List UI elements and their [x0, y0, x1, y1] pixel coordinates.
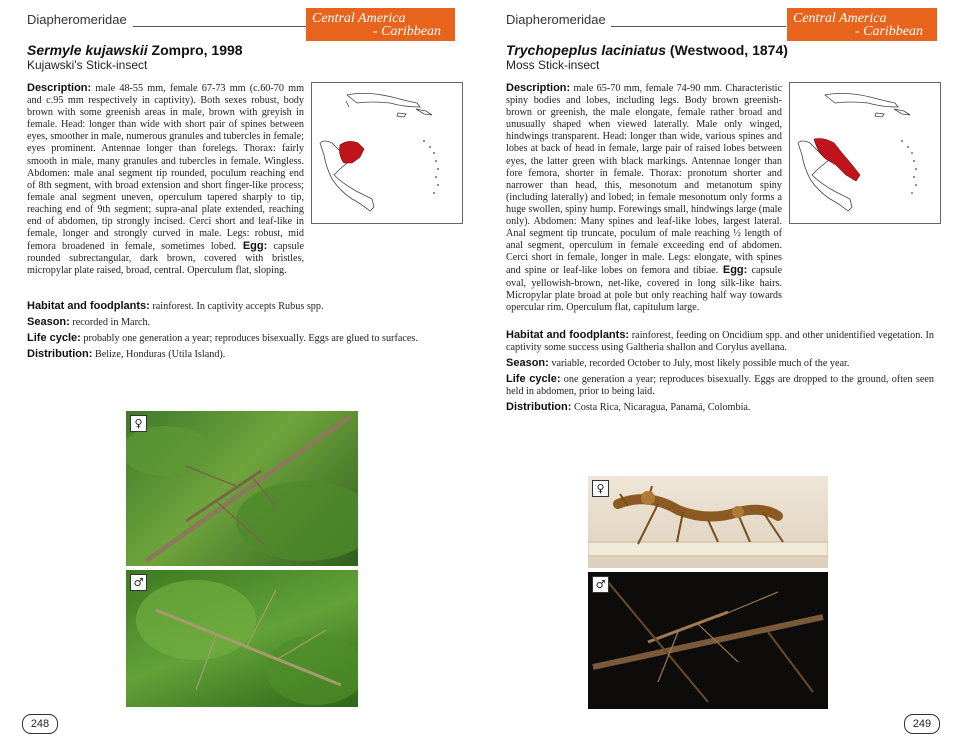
details	[27, 300, 455, 364]
species-author: Zompro, 1998	[147, 42, 243, 58]
right-page	[480, 0, 960, 747]
description-text: male 65-70 mm, female 74-90 mm. Characteristic spiny bodies and lobes, including legs. Body brown greenish-brown or greenish, the male elongate, female rather broad and unusually shaped when viewed laterally. Male only winged, hindwings transparent. Head: longer than wide, various spines and lobes at back of head in female, large pair of raised lobes between eyes, the latter green with black markings. Antennae longer than fore femora, shorter in female. Thorax: pronotum shorter and narrower than head, this, mesonotum and metanotum spiny (including laterally) and lobed; in female mesonotum only forms a huge swollen, spiny hump. Forewings small, hindwings large (male only). Abdomen: Many spines and leaf-like lobes, largest lateral. Anal segment tip truncate, poculum of male reaching ½ length of anal segment, operculum in female exceeding end of abdomen. Cerci short in female, longer in male. Legs: elongate, with spines and spine or leaf-like lobes on femora and tibiae.	[506, 83, 782, 277]
region-tab	[306, 8, 455, 41]
page-number: 248	[22, 714, 58, 734]
range-highlight	[814, 139, 860, 182]
male-photo-svg	[588, 572, 828, 709]
header-rule	[133, 26, 306, 27]
species-author: (Westwood, 1874)	[666, 42, 788, 58]
season-text: variable, recorded October to July, most likely possible much of the year.	[548, 358, 850, 370]
habitat-label: Habitat and foodplants:	[27, 300, 150, 312]
lifecycle-text: one generation a year; reproduces bisexually. Eggs are dropped to the ground, often seen held in abdomen, prior to being laid.	[506, 374, 934, 398]
region-line-1: Central America	[793, 11, 887, 26]
lifecycle-text: probably one generation a year; reproduces bisexually. Eggs are glued to surfaces.	[80, 333, 418, 345]
description-label: Description:	[506, 82, 571, 94]
region-line-1: Central America	[312, 11, 406, 26]
egg-text: capsule rounded subrectangular, dark brown, covered with bristles, micropylar plate raised, broad, central. Operculum flat, sloping.	[27, 241, 304, 277]
region-line-2: - Caribbean	[372, 24, 441, 39]
male-photo	[588, 572, 828, 709]
season-label: Season:	[506, 357, 549, 370]
egg-text: capsule oval, yellowish-brown, net-like, covered in long silk-like hairs. Micropylar plate broad at pole but only reaching half way towards opercular rim. Operculum flat, capitulum large.	[506, 265, 782, 313]
details	[506, 329, 934, 418]
common-name: Moss Stick-insect	[506, 58, 600, 72]
season-label: Season:	[27, 316, 70, 329]
header-rule	[611, 26, 786, 27]
female-symbol: ♀	[592, 480, 609, 497]
region-tab	[787, 8, 937, 41]
range-map	[311, 82, 463, 224]
description-label: Description:	[27, 82, 92, 94]
habitat-text: rainforest, feeding on Oncidium spp. and other unidentified vegetation. In captivity some success using Galtheria shallon and Corylus avellana.	[506, 330, 935, 354]
species-name: Sermyle kujawskii	[27, 42, 148, 58]
page-number: 249	[904, 714, 940, 734]
season-text: recorded in March.	[69, 317, 151, 329]
family-header: Diapheromeridae	[506, 12, 606, 27]
family-header: Diapheromeridae	[27, 12, 127, 27]
species-title	[506, 42, 788, 58]
range-highlight	[340, 141, 365, 163]
distribution-text: Costa Rica, Nicaragua, Panamá, Colombia.	[571, 402, 751, 414]
distribution-label: Distribution:	[27, 348, 93, 361]
female-symbol: ♀	[130, 415, 147, 432]
lifecycle-label: Life cycle:	[27, 332, 81, 345]
range-map	[789, 82, 941, 224]
distribution-text: Belize, Honduras (Utila Island).	[92, 349, 226, 361]
common-name: Kujawski's Stick-insect	[27, 58, 148, 72]
region-line-2: - Caribbean	[854, 24, 923, 39]
description-text: male 48-55 mm, female 67-73 mm (c.60-70 mm and c.95 mm respectively in captivity). Both sexes robust, body brown with some greenish areas in male, brown with greyish in female. Head: longer than wide with short pair of spines between eyes, smoother in male, numerous granules and tubercles in female; eyes prominent. Antennae longer than forelegs. Thorax: fairly smooth in male, many granules and tubercles in female. Wingless. Abdomen: male anal segment tip rounded, poculum reaching end of 8th segment, with broad extension and short finger-like process; female anal segment uneven, operculum tapered sharply to tip, reaching end of 9th segment; supra-anal plate extended, reaching end of abdomen, tip strongly incised. Cerci short and leaf-like in female, longer and strongly curved in male. Legs: robust, mid femora broadened in female, sometimes lobed.	[27, 83, 304, 253]
habitat-text: rainforest. In captivity accepts Rubus spp.	[149, 301, 324, 312]
male-symbol: ♂	[592, 576, 609, 593]
male-photo-svg	[126, 570, 358, 707]
distribution-label: Distribution:	[506, 401, 572, 414]
egg-label: Egg:	[236, 240, 268, 253]
description-top	[506, 82, 782, 317]
description-top	[27, 82, 304, 281]
species-name: Trychopeplus laciniatus	[506, 42, 667, 58]
range-map-svg	[312, 83, 462, 223]
species-title	[27, 42, 243, 58]
male-symbol: ♂	[130, 574, 147, 591]
female-photo-svg	[126, 411, 358, 566]
female-photo-svg	[588, 476, 828, 568]
egg-label: Egg:	[718, 264, 748, 277]
female-photo	[588, 476, 828, 568]
range-map-svg	[790, 83, 940, 223]
lifecycle-label: Life cycle:	[506, 373, 561, 386]
female-photo	[126, 411, 358, 566]
male-photo	[126, 570, 358, 707]
habitat-label: Habitat and foodplants:	[506, 329, 630, 341]
